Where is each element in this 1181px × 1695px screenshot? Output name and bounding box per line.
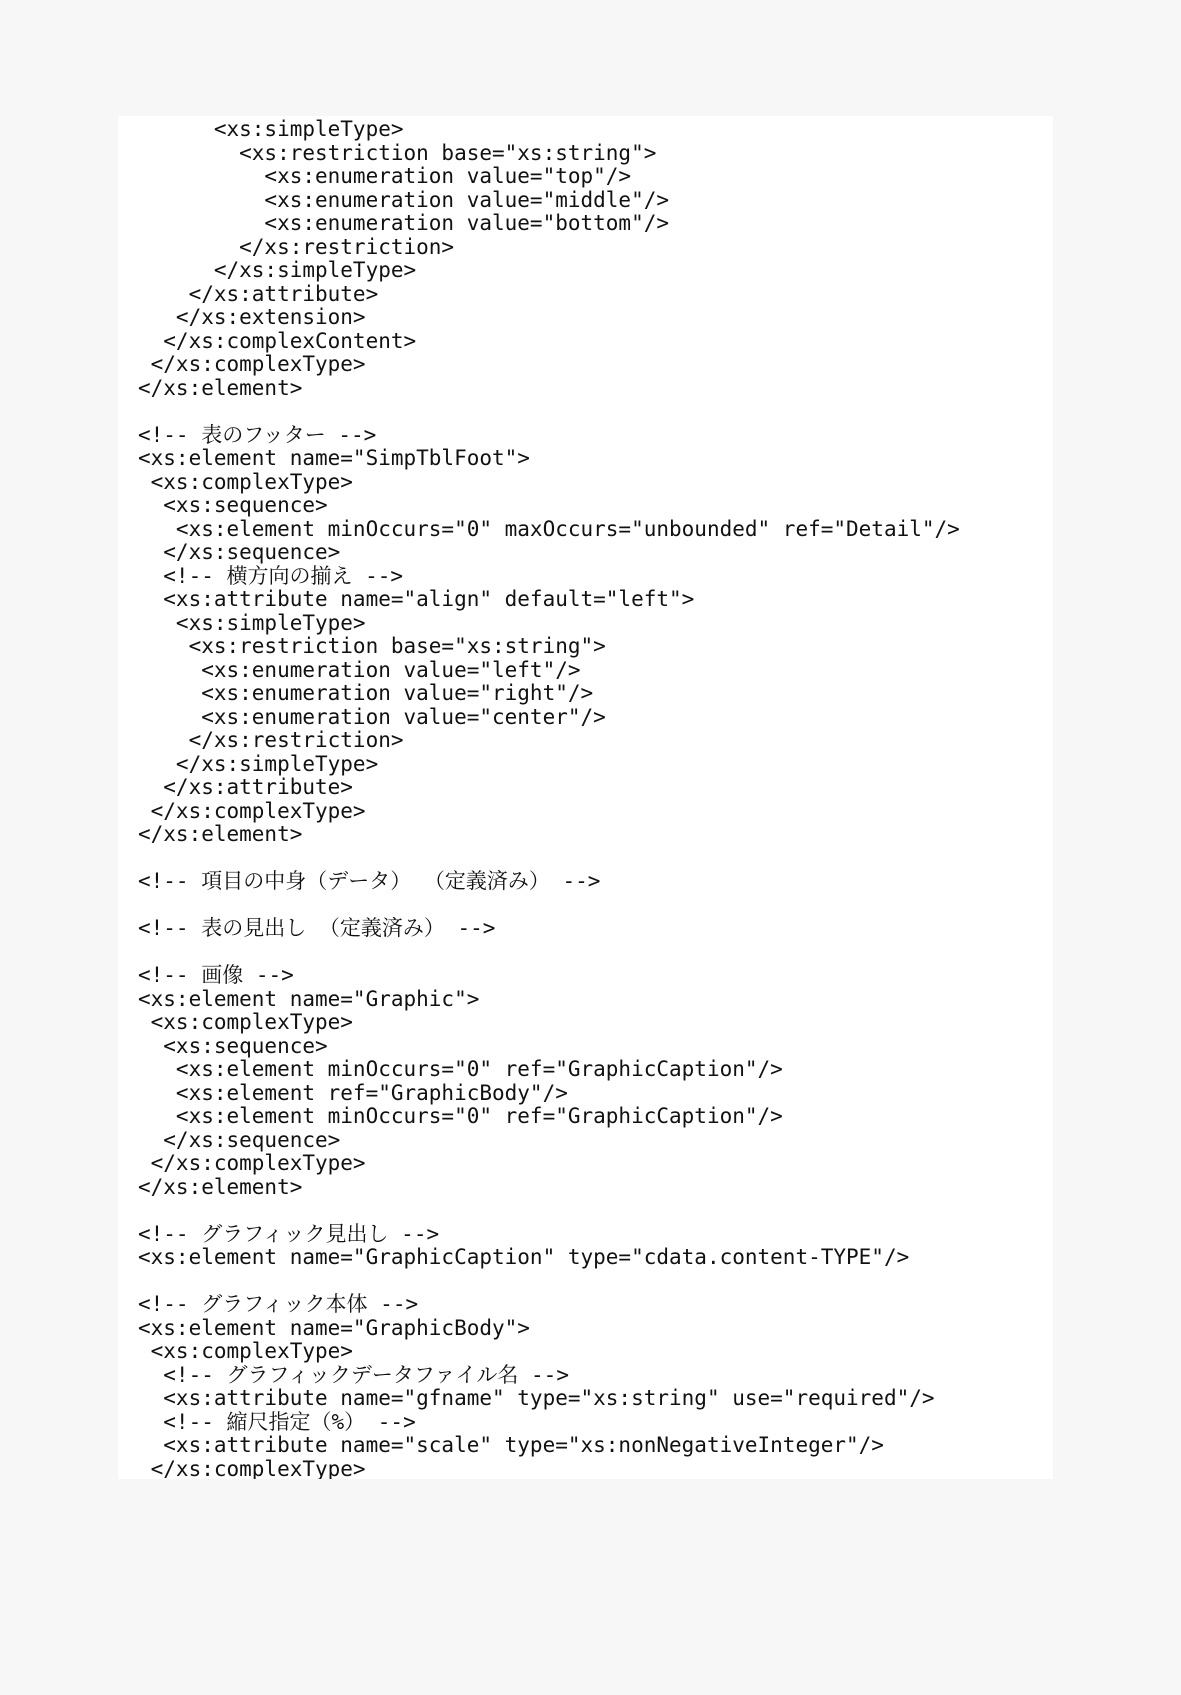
code-line: </xs:extension> — [138, 305, 366, 329]
code-line: </xs:sequence> — [138, 1127, 341, 1152]
code-line: <xs:simpleType> — [138, 610, 366, 635]
code-line: <xs:element minOccurs="0" ref="GraphicCaption"/> — [138, 1057, 783, 1081]
code-line: <xs:sequence> — [138, 1033, 328, 1058]
code-line: </xs:element> — [138, 375, 303, 400]
code-line: </xs:sequence> — [138, 540, 341, 564]
code-line: <xs:attribute name="gfname" type="xs:string" use="required"/> — [138, 1386, 935, 1410]
code-line: </xs:complexContent> — [138, 328, 417, 353]
code-line: <xs:complexType> — [138, 1339, 353, 1363]
code-line: </xs:simpleType> — [138, 751, 379, 776]
code-line: <xs:enumeration value="center"/> — [138, 704, 606, 729]
code-line: </xs:complexType> — [138, 1456, 366, 1479]
comment-line: <!-- 表のフッター --> — [138, 422, 377, 447]
code-line: </xs:complexType> — [138, 352, 366, 376]
code-line: <xs:enumeration value="bottom"/> — [138, 211, 670, 235]
comment-line: <!-- グラフィック見出し --> — [138, 1221, 440, 1246]
code-line: </xs:complexType> — [138, 1151, 366, 1175]
code-line: <xs:complexType> — [138, 1010, 353, 1034]
code-line: </xs:element> — [138, 822, 303, 846]
code-line: <xs:simpleType> — [138, 117, 404, 141]
code-line: <xs:restriction base="xs:string"> — [138, 634, 606, 658]
code-line: </xs:element> — [138, 1174, 303, 1199]
blank-line — [138, 400, 1053, 424]
code-line: </xs:restriction> — [138, 728, 404, 752]
code-line: <xs:element minOccurs="0" maxOccurs="unbounded" ref="Detail"/> — [138, 516, 960, 541]
code-line: <xs:complexType> — [138, 469, 353, 494]
code-line: <xs:enumeration value="top"/> — [138, 164, 632, 188]
code-line: <xs:element ref="GraphicBody"/> — [138, 1080, 568, 1105]
comment-line: <!-- 横方向の揃え --> — [138, 563, 404, 588]
blank-line — [138, 847, 1053, 871]
comment-line: <!-- 縮尺指定（%） --> — [138, 1409, 416, 1434]
blank-line — [138, 1199, 1053, 1223]
code-line: <xs:enumeration value="right"/> — [138, 681, 594, 705]
code-line: </xs:restriction> — [138, 234, 455, 259]
blank-line — [138, 941, 1053, 965]
comment-line: <!-- 表の見出し （定義済み） --> — [138, 916, 496, 940]
code-line: <xs:restriction base="xs:string"> — [138, 140, 657, 165]
blank-line — [138, 894, 1053, 918]
code-line: </xs:attribute> — [138, 775, 353, 799]
comment-line: <!-- グラフィックデータファイル名 --> — [138, 1362, 569, 1387]
code-line: <xs:attribute name="scale" type="xs:nonNegativeInteger"/> — [138, 1433, 884, 1457]
code-line: <xs:enumeration value="middle"/> — [138, 187, 670, 212]
blank-line — [138, 1270, 1053, 1294]
code-line: </xs:complexType> — [138, 798, 366, 823]
comment-line: <!-- グラフィック本体 --> — [138, 1292, 419, 1316]
code-line: <xs:element name="GraphicCaption" type="cdata.content-TYPE"/> — [138, 1245, 910, 1269]
code-line: <xs:element minOccurs="0" ref="GraphicCaption"/> — [138, 1104, 783, 1128]
xml-schema-code-block — [118, 116, 1053, 1479]
code-line: </xs:attribute> — [138, 281, 379, 306]
code-line: <xs:element name="Graphic"> — [138, 986, 480, 1011]
code-line: <xs:sequence> — [138, 493, 328, 517]
code-line: </xs:simpleType> — [138, 258, 417, 282]
code-line: <xs:element name="GraphicBody"> — [138, 1315, 530, 1340]
code-line: <xs:attribute name="align" default="left"> — [138, 587, 695, 611]
code-line: <xs:element name="SimpTblFoot"> — [138, 446, 530, 470]
comment-line: <!-- 項目の中身（データ） （定義済み） --> — [138, 869, 601, 893]
comment-line: <!-- 画像 --> — [138, 963, 294, 987]
code-line: <xs:enumeration value="left"/> — [138, 657, 581, 682]
